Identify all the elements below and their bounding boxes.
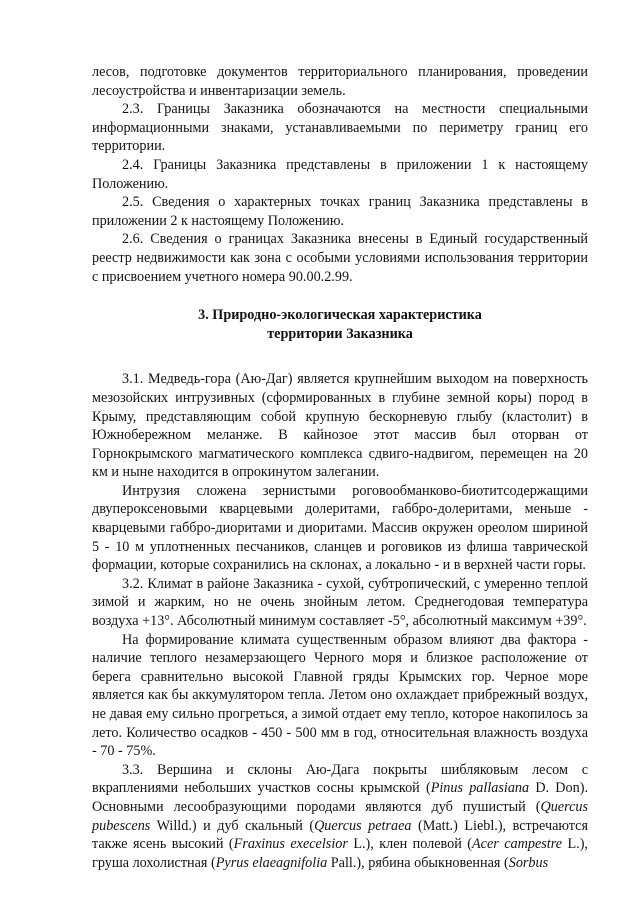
paragraph-3-1: 3.1. Медведь-гора (Аю-Даг) является крупнейшим выходом на поверхность мезозойских интрузивных (сформированных в глубине земной коры) пород в Крыму, представляющим собой крупную бескорневую глыбу (кластолит) в Южнобережном меланже. В кайнозое этот массив был оторван от Горнокрымского магматического комплекса сдвиго-надвигом, перемещен на 20 км и ныне находится в опрокинутом залегании. bbox=[92, 371, 588, 481]
paragraph-2-5: 2.5. Сведения о характерных точках границ Заказника представлены в приложении 2 к настоящему Положению. bbox=[92, 194, 588, 229]
p33-latin-6: Pyrus elaeagnifolia bbox=[215, 854, 328, 871]
p33-text-1: 3.3. Вершина и склоны Аю-Дага покрыты шибляковым лесом с вкраплениями небольших участков сосны крымской ( bbox=[92, 761, 588, 797]
p33-text-5: L.), клен полевой ( bbox=[347, 836, 472, 853]
p33-text-7: Pall.), рябина обыкновенная ( bbox=[327, 854, 509, 871]
p33-latin-5: Acer campestre bbox=[471, 836, 563, 853]
paragraph-climate-factors: На формирование климата существенным образом влияют два фактора - наличие теплого незамерзающего Черного моря и близкое расположение от берега сравнительно высокой Главной гряды Крымских гор. Черное море является как бы аккумулятором тепла. Летом оно охлаждает прибрежный воздух, не давая ему сильно прогреться, а зимой отдает ему тепло, которое накопилось за лето. Количество осадков - 450 - 500 мм в год, относительная влажность воздуха - 70 - 75%. bbox=[92, 631, 588, 760]
paragraph-forests-continuation: лесов, подготовке документов территориального планирования, проведении лесоустройства и инвентаризации земель. bbox=[92, 64, 588, 99]
paragraph-3-3 bbox=[92, 761, 588, 873]
section-3-heading-line1: 3. Природно-экологическая характеристика bbox=[198, 307, 482, 324]
paragraph-2-3: 2.3. Границы Заказника обозначаются на местности специальными информационными знаками, устанавливаемыми по периметру границ его территории. bbox=[92, 101, 588, 155]
p33-text-4: (Matt.) Liebl.), встречаются также ясень высокий ( bbox=[92, 817, 588, 853]
paragraph-intrusion: Интрузия сложена зернистыми роговообманково-биотитсодержащими двупероксеновыми кварцевыми долеритами, габбро-долеритами, меньше - кварцевыми габбро-диоритами и диоритами. Массив окружен ореолом шириной 5 - 10 м уплотненных песчаников, сланцев и роговиков из флиша таврической формации, которые сохранились на склонах, а локально - и в верхней части горы. bbox=[92, 482, 588, 574]
section-3-heading-line2: территории Заказника bbox=[267, 325, 413, 342]
p33-latin-7: Sorbus bbox=[508, 854, 549, 871]
p33-latin-2: Quercus pubescens bbox=[92, 798, 588, 834]
paragraph-3-2: 3.2. Климат в районе Заказника - сухой, субтропический, с умеренно теплой зимой и жарким, но не очень знойным летом. Среднегодовая температура воздуха +13°. Абсолютный минимум составляет -5°, абсолютный максимум +39°. bbox=[92, 575, 588, 630]
p33-text-3: Willd.) и дуб скальный ( bbox=[150, 817, 315, 834]
document-body bbox=[92, 63, 588, 872]
p33-text-2: D. Don). Основными лесообразующими породами являются дуб пушистый ( bbox=[92, 780, 588, 815]
p33-latin-4: Fraxinus execelsior bbox=[233, 836, 348, 853]
section-3-heading bbox=[92, 306, 588, 343]
paragraph-2-4: 2.4. Границы Заказника представлены в приложении 1 к настоящему Положению. bbox=[92, 156, 588, 192]
paragraph-2-6: 2.6. Сведения о границах Заказника внесены в Единый государственный реестр недвижимости как зона с особыми условиями использования территории с присвоением учетного номера 90.00.2.99. bbox=[92, 231, 588, 285]
p33-latin-3: Quercus petraea bbox=[314, 817, 412, 834]
p33-text-6: L.), груша лохолистная ( bbox=[92, 836, 588, 871]
p33-latin-1: Pinus pallasiana bbox=[430, 780, 530, 797]
